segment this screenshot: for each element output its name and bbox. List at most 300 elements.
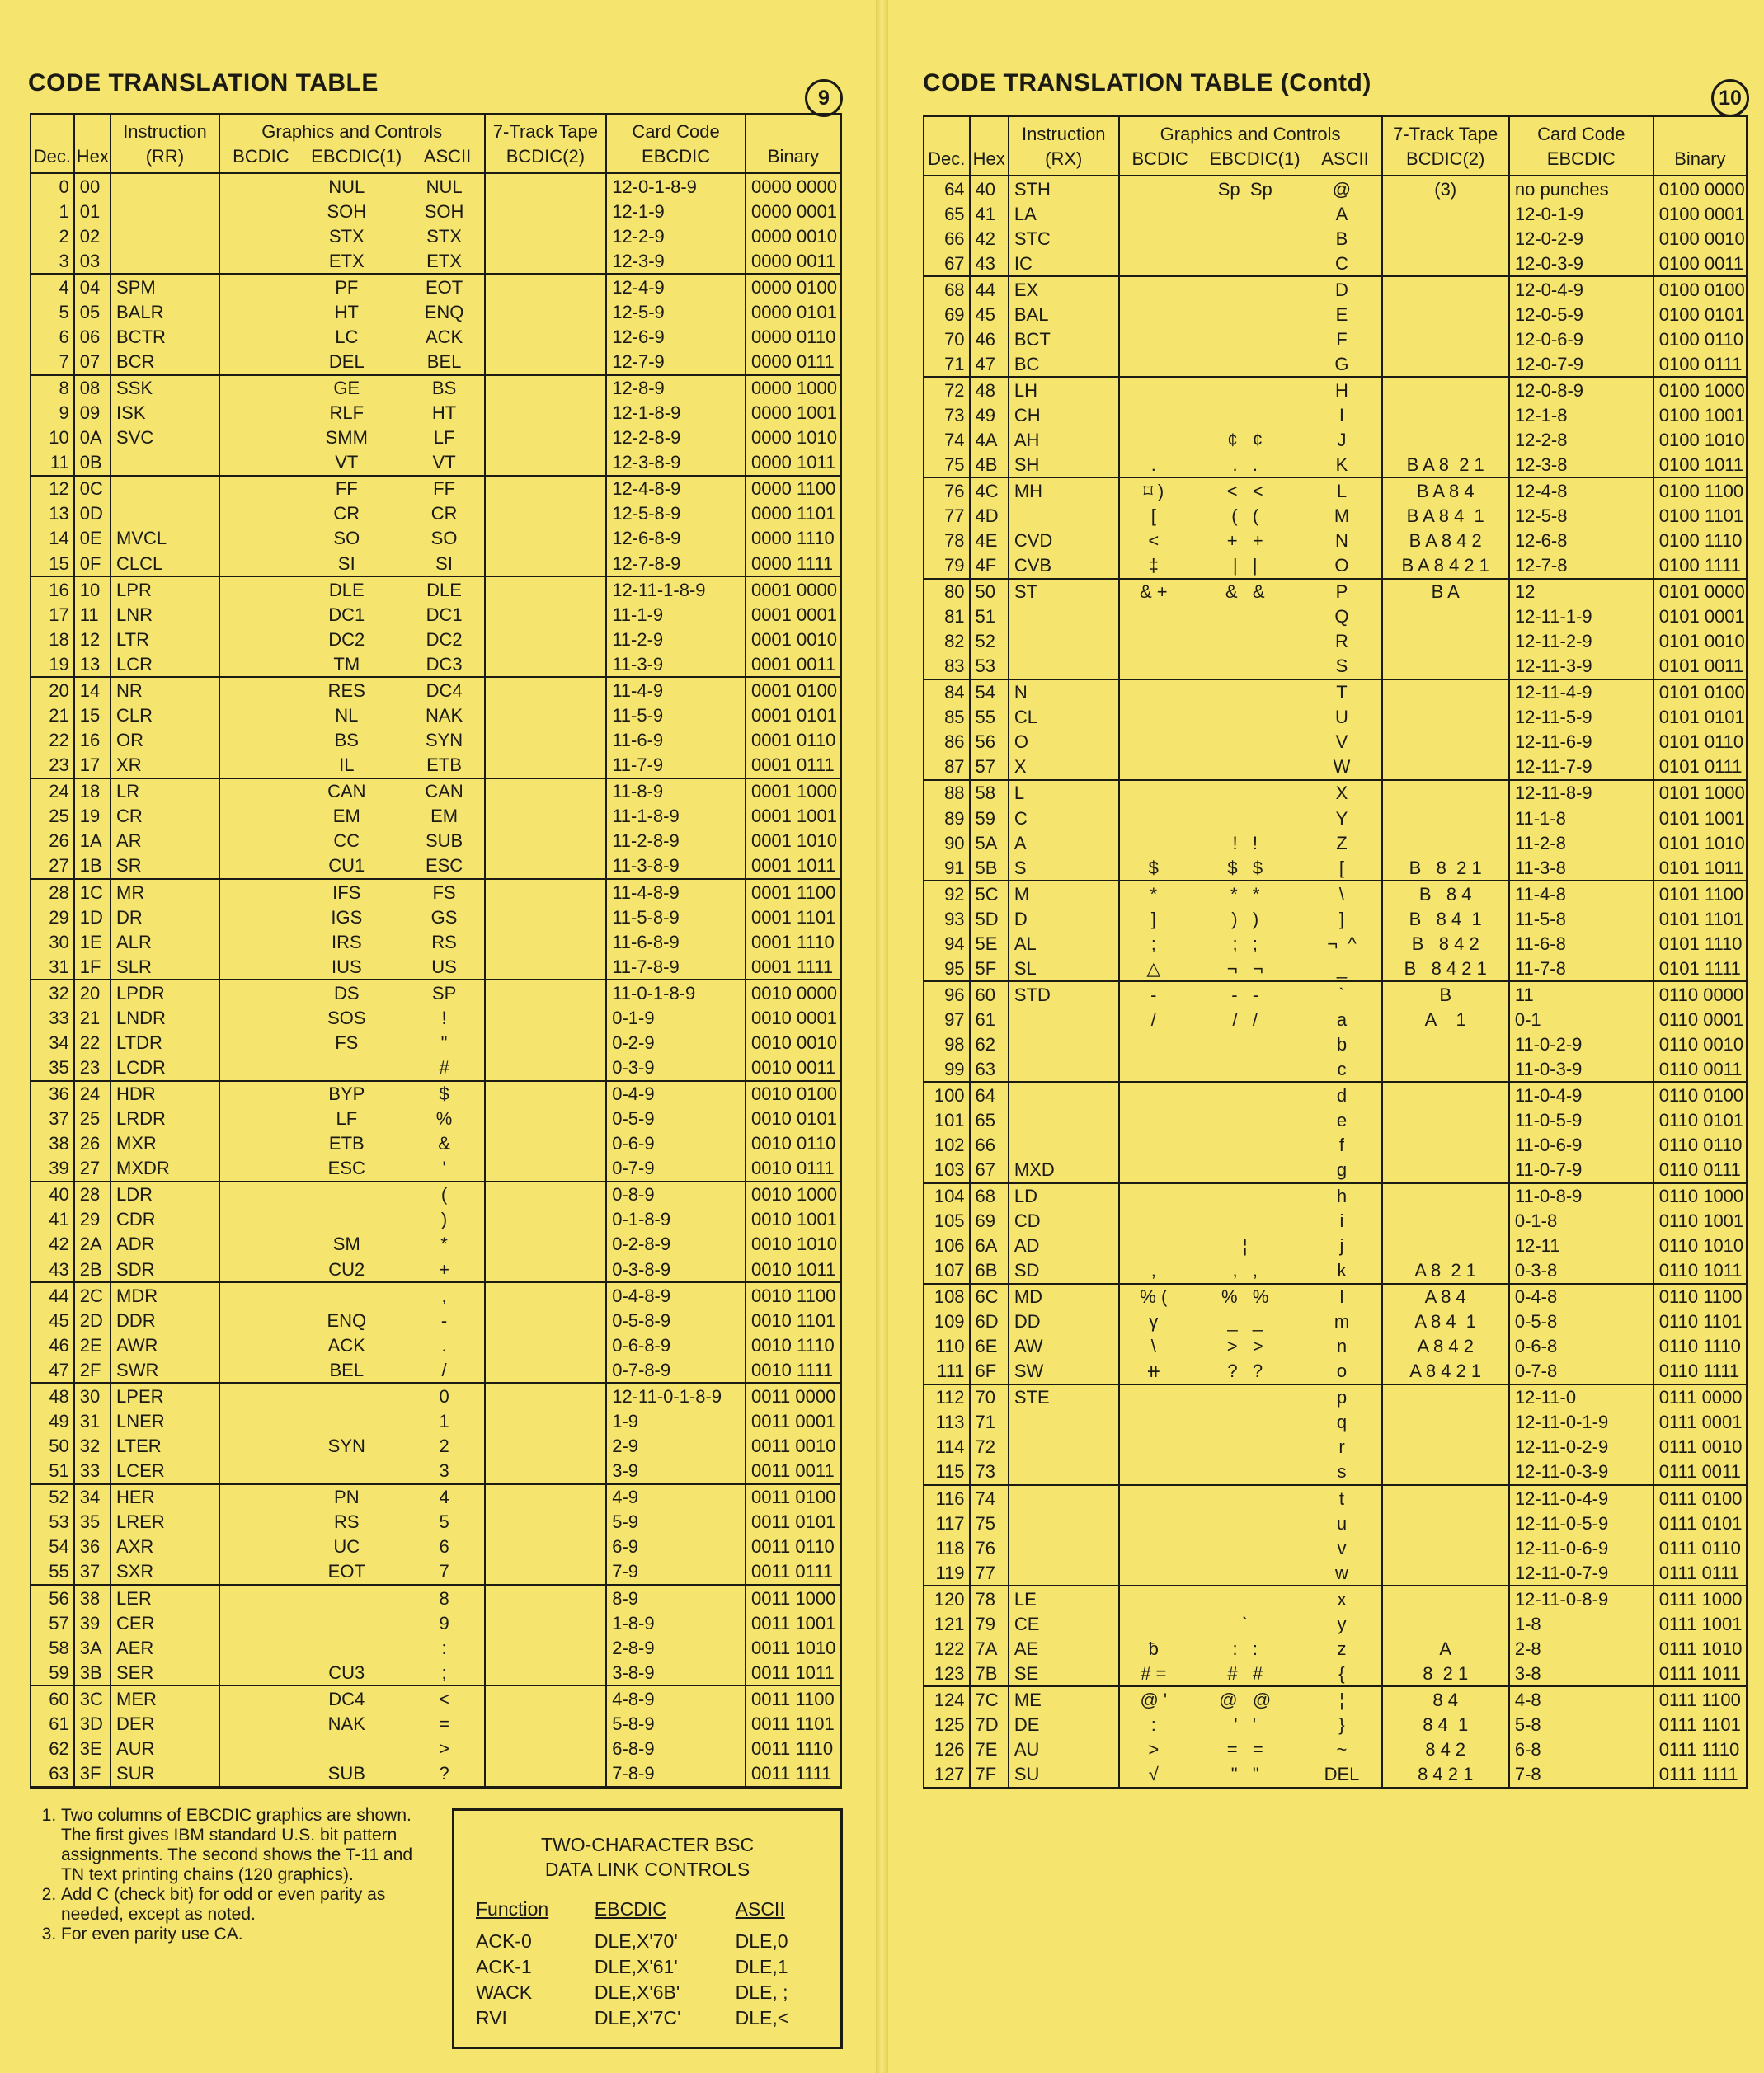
cell-bcdic: - xyxy=(1150,984,1157,1005)
cell-graphics xyxy=(219,1357,485,1383)
cell-graphics xyxy=(1119,830,1382,855)
cell-graphics xyxy=(1119,1334,1382,1359)
cell-graphics xyxy=(219,703,485,728)
cell-binary: 0101 0010 xyxy=(1653,629,1747,654)
cell-binary: 0010 0001 xyxy=(746,1005,841,1030)
cell-dec: 86 xyxy=(924,730,970,754)
cell-hex: 0D xyxy=(74,501,111,526)
cell-dec: 45 xyxy=(31,1308,74,1333)
cell-binary: 0010 0111 xyxy=(746,1156,841,1182)
graphics-subcells xyxy=(220,477,484,500)
cell-ascii: H xyxy=(1335,379,1348,401)
cell-card: 12-4-8-9 xyxy=(606,476,746,501)
cell-card: 4-9 xyxy=(606,1484,746,1510)
cell-hex: 48 xyxy=(970,377,1009,402)
cell-tape xyxy=(485,1308,607,1333)
cell-graphics xyxy=(1119,1712,1382,1737)
cell-ebcdic: IFS xyxy=(332,881,361,903)
bsc-data-link-controls-box xyxy=(452,1808,843,2049)
cell-bcdic: ; xyxy=(1150,933,1156,954)
cell-graphics xyxy=(1119,1234,1382,1258)
cell-tape xyxy=(485,299,607,324)
cell-instruction: LA xyxy=(1009,201,1119,226)
graphics-subcells xyxy=(1120,755,1381,778)
cell-ebcdic xyxy=(1188,1185,1302,1207)
cell-bcdic xyxy=(220,477,289,500)
cell-card: 7-8-9 xyxy=(606,1760,746,1787)
cell-ebcdic xyxy=(289,1385,405,1408)
table-row xyxy=(924,402,1747,427)
cell-graphics xyxy=(219,248,485,274)
cell-tape xyxy=(485,1510,607,1535)
cell-ascii: 1 xyxy=(439,1411,449,1431)
cell-bcdic xyxy=(1120,832,1188,854)
cell-card: 11-1-8 xyxy=(1509,806,1653,830)
cell-hex: 03 xyxy=(74,248,111,274)
graphics-subcells xyxy=(220,301,484,323)
cell-ebcdic: % % xyxy=(1221,1286,1269,1308)
cell-ebcdic xyxy=(1188,1436,1302,1458)
table-row xyxy=(924,276,1747,302)
cell-graphics xyxy=(1119,553,1382,579)
cell-graphics xyxy=(219,1156,485,1182)
cell-dec: 122 xyxy=(924,1636,970,1661)
cell-ascii: Y xyxy=(1335,807,1348,829)
table-row xyxy=(924,427,1747,452)
cell-tape xyxy=(1382,730,1509,754)
cell-ascii: } xyxy=(1338,1713,1345,1735)
cell-hex: 28 xyxy=(74,1182,111,1207)
table-row xyxy=(924,1636,1747,1661)
cell-ebcdic: + + xyxy=(1226,530,1263,552)
cell-ebcdic: & & xyxy=(1225,581,1265,603)
cell-dec: 34 xyxy=(31,1030,74,1055)
cell-dec: 17 xyxy=(31,602,74,627)
cell-hex: 73 xyxy=(970,1460,1009,1485)
cell-tape xyxy=(1382,1511,1509,1535)
header-graphics-subcols xyxy=(222,144,482,169)
cell-card: 0-5-8 xyxy=(1509,1309,1653,1334)
table-row xyxy=(924,504,1747,529)
cell-instruction: X xyxy=(1009,754,1119,780)
cell-bcdic xyxy=(220,628,289,651)
graphics-subcells xyxy=(1120,1210,1381,1232)
cell-ebcdic: CU2 xyxy=(328,1258,365,1280)
cell-ascii: [ xyxy=(1338,857,1345,878)
cell-ebcdic xyxy=(1188,328,1302,350)
cell-ascii: q xyxy=(1336,1412,1348,1433)
cell-instruction: BAL xyxy=(1009,302,1119,327)
cell-ebcdic xyxy=(1188,1033,1302,1055)
table-row xyxy=(31,829,841,853)
cell-ascii: ~ xyxy=(1336,1738,1348,1760)
cell-ascii: k xyxy=(1337,1260,1347,1281)
cell-tape xyxy=(1382,654,1509,679)
cell-tape xyxy=(485,526,607,551)
graphics-subcells xyxy=(220,1056,484,1079)
cell-bcdic xyxy=(1120,1460,1188,1483)
cell-bcdic xyxy=(220,552,289,575)
cell-ascii: ( xyxy=(440,1184,448,1206)
header-hex: Hex xyxy=(74,114,111,173)
cell-graphics xyxy=(219,551,485,576)
cell-ebcdic: GE xyxy=(333,378,360,399)
cell-bcdic: △ xyxy=(1146,957,1161,979)
cell-tape xyxy=(485,1434,607,1459)
cell-instruction: AE xyxy=(1009,1636,1119,1661)
table-row xyxy=(31,1156,841,1182)
cell-tape xyxy=(1382,830,1509,855)
cell-card: 12-11-3-9 xyxy=(1509,654,1653,679)
cell-hex: 14 xyxy=(74,677,111,703)
table-row xyxy=(924,1460,1747,1485)
cell-bcdic xyxy=(1120,1033,1188,1055)
cell-graphics xyxy=(219,677,485,703)
cell-dec: 77 xyxy=(924,504,970,529)
cell-ascii: d xyxy=(1336,1084,1348,1106)
cell-dec: 43 xyxy=(31,1257,74,1282)
cell-instruction: CVD xyxy=(1009,529,1119,553)
cell-dec: 69 xyxy=(924,302,970,327)
cell-dec: 83 xyxy=(924,654,970,679)
cell-card: 12 xyxy=(1509,579,1653,604)
cell-tape: 8 2 1 xyxy=(1382,1661,1509,1686)
graphics-subcells xyxy=(1120,505,1381,527)
cell-tape: B 8 4 2 xyxy=(1382,931,1509,956)
cell-bcdic: & + xyxy=(1139,581,1168,603)
cell-graphics xyxy=(1119,780,1382,806)
graphics-subcells xyxy=(1120,581,1381,603)
cell-hex: 5A xyxy=(970,830,1009,855)
cell-binary: 0101 1011 xyxy=(1653,855,1747,881)
cell-dec: 125 xyxy=(924,1712,970,1737)
cell-binary: 0101 0100 xyxy=(1653,679,1747,705)
cell-card: 0-7-8 xyxy=(1509,1359,1653,1384)
cell-hex: 2F xyxy=(74,1357,111,1383)
cell-hex: 34 xyxy=(74,1484,111,1510)
cell-dec: 64 xyxy=(924,176,970,201)
cell-bcdic xyxy=(1120,328,1188,350)
cell-bcdic: > xyxy=(1148,1738,1160,1760)
cell-ebcdic xyxy=(1188,228,1302,250)
cell-hex: 15 xyxy=(74,703,111,728)
table-row xyxy=(924,1686,1747,1712)
cell-hex: 7B xyxy=(970,1661,1009,1686)
cell-ebcdic xyxy=(1188,1537,1302,1559)
cell-bcdic: [ xyxy=(1150,505,1156,527)
table-row xyxy=(31,526,841,551)
cell-ebcdic xyxy=(1188,1562,1302,1584)
cell-instruction: SLR xyxy=(111,954,219,980)
cell-card: 12-11 xyxy=(1509,1234,1653,1258)
cell-hex: 06 xyxy=(74,324,111,349)
table-row xyxy=(31,1685,841,1711)
cell-tape xyxy=(485,1610,607,1635)
cell-ascii: @ xyxy=(1332,178,1352,200)
cell-tape xyxy=(485,375,607,401)
cell-binary: 0000 1011 xyxy=(746,450,841,476)
cell-bcdic: ] xyxy=(1150,908,1156,929)
graphics-subcells xyxy=(220,1385,484,1408)
cell-dec: 29 xyxy=(31,905,74,929)
graphics-subcells xyxy=(220,1511,484,1533)
cell-graphics xyxy=(219,728,485,753)
cell-dec: 60 xyxy=(31,1685,74,1711)
cell-ascii: { xyxy=(1338,1662,1345,1684)
table-row xyxy=(31,248,841,274)
cell-graphics xyxy=(1119,956,1382,981)
graphics-subcells xyxy=(220,1410,484,1432)
cell-bcdic xyxy=(1120,1159,1188,1181)
cell-bcdic xyxy=(1120,1058,1188,1080)
cell-bcdic xyxy=(1120,1386,1188,1408)
cell-graphics xyxy=(219,1736,485,1760)
cell-card: 0-2-9 xyxy=(606,1030,746,1055)
cell-instruction xyxy=(1009,1007,1119,1032)
cell-ascii: \ xyxy=(1338,883,1345,905)
graphics-subcells xyxy=(220,729,484,751)
graphics-subcells xyxy=(220,881,484,904)
cell-card: 0-6-8 xyxy=(1509,1334,1653,1359)
cell-bcdic xyxy=(220,1385,289,1408)
cell-graphics xyxy=(1119,705,1382,730)
footnotes xyxy=(30,1806,417,1944)
graphics-subcells xyxy=(220,1334,484,1356)
cell-ascii: e xyxy=(1336,1109,1348,1131)
header-graphics-title: Graphics and Controls xyxy=(261,121,443,142)
cell-ascii: $ xyxy=(439,1084,449,1105)
table-row xyxy=(31,1232,841,1257)
cell-graphics xyxy=(1119,881,1382,906)
cell-dec: 75 xyxy=(924,452,970,477)
cell-ebcdic: SMM xyxy=(325,427,368,449)
cell-dec: 111 xyxy=(924,1359,970,1384)
cell-dec: 21 xyxy=(31,703,74,728)
cell-bcdic xyxy=(1120,1436,1188,1458)
cell-card: 7-8 xyxy=(1509,1761,1653,1788)
graphics-subcells xyxy=(220,1662,484,1684)
cell-card: 11-2-8-9 xyxy=(606,829,746,853)
cell-binary: 0001 0111 xyxy=(746,753,841,778)
graphics-subcells xyxy=(1120,1537,1381,1559)
table-row xyxy=(924,226,1747,251)
cell-binary: 0110 0011 xyxy=(1653,1056,1747,1082)
cell-ascii: Z xyxy=(1336,832,1348,853)
cell-dec: 108 xyxy=(924,1284,970,1309)
bsc-cell: DLE,X'61' xyxy=(594,1956,678,1977)
cell-tape: B A 8 2 1 xyxy=(1382,452,1509,477)
cell-ebcdic xyxy=(1188,203,1302,225)
cell-ascii: CAN xyxy=(425,781,463,802)
cell-tape xyxy=(1382,1611,1509,1636)
cell-dec: 93 xyxy=(924,906,970,931)
cell-graphics xyxy=(1119,1284,1382,1309)
cell-bcdic xyxy=(220,1233,289,1255)
cell-tape xyxy=(485,1760,607,1787)
cell-graphics xyxy=(1119,629,1382,654)
cell-card: 4-8-9 xyxy=(606,1685,746,1711)
table-row xyxy=(924,806,1747,830)
cell-ebcdic: _ _ xyxy=(1227,1311,1263,1333)
cell-dec: 89 xyxy=(924,806,970,830)
cell-graphics xyxy=(1119,327,1382,351)
cell-ascii: " xyxy=(440,1032,448,1053)
cell-ascii: ! xyxy=(441,1007,447,1028)
cell-graphics xyxy=(219,627,485,651)
cell-instruction: AR xyxy=(111,829,219,853)
cell-hex: 26 xyxy=(74,1131,111,1156)
cell-binary: 0100 0000 xyxy=(1653,176,1747,201)
cell-card: 0-3-8 xyxy=(1509,1258,1653,1284)
cell-ebcdic xyxy=(1188,279,1302,301)
cell-card: 12-0-4-9 xyxy=(1509,276,1653,302)
cell-instruction xyxy=(1009,1132,1119,1157)
cell-bcdic xyxy=(220,1511,289,1533)
cell-ascii: i xyxy=(1339,1210,1344,1232)
table-row xyxy=(31,853,841,879)
cell-ascii: D xyxy=(1335,279,1348,300)
cell-graphics xyxy=(1119,1611,1382,1636)
table-row xyxy=(31,1660,841,1685)
cell-binary: 0111 0001 xyxy=(1653,1410,1747,1435)
cell-binary: 0000 1000 xyxy=(746,375,841,401)
bsc-header-ebcdic: EBCDIC xyxy=(594,1898,666,1920)
cell-card: 2-9 xyxy=(606,1434,746,1459)
cell-tape: 8 4 xyxy=(1382,1686,1509,1712)
cell-graphics xyxy=(219,1282,485,1308)
cell-tape xyxy=(485,929,607,954)
cell-graphics xyxy=(1119,604,1382,629)
graphics-subcells xyxy=(220,377,484,399)
cell-instruction: SDR xyxy=(111,1257,219,1282)
cell-bcdic xyxy=(1120,782,1188,804)
cell-instruction: CE xyxy=(1009,1611,1119,1636)
cell-bcdic xyxy=(220,377,289,399)
table-row xyxy=(31,1282,841,1308)
cell-ascii: x xyxy=(1337,1588,1347,1610)
cell-ebcdic xyxy=(1188,1210,1302,1232)
cell-bcdic xyxy=(1120,303,1188,326)
cell-ebcdic: CU1 xyxy=(328,855,365,877)
cell-graphics xyxy=(219,1081,485,1107)
cell-bcdic xyxy=(1120,1411,1188,1433)
cell-ascii: a xyxy=(1336,1008,1348,1030)
cell-graphics xyxy=(1119,1737,1382,1761)
cell-ebcdic: . . xyxy=(1232,454,1258,475)
cell-instruction: MXR xyxy=(111,1131,219,1156)
graphics-subcells xyxy=(1120,933,1381,955)
cell-ebcdic xyxy=(289,1737,405,1760)
cell-ebcdic: CU3 xyxy=(328,1662,365,1683)
cell-dec: 123 xyxy=(924,1661,970,1686)
cell-instruction: SR xyxy=(111,853,219,879)
cell-bcdic: ƀ xyxy=(1148,1638,1159,1659)
cell-bcdic xyxy=(1120,630,1188,652)
cell-card: 12-0-3-9 xyxy=(1509,251,1653,276)
cell-tape xyxy=(485,1005,607,1030)
cell-hex: 11 xyxy=(74,602,111,627)
graphics-subcells xyxy=(1120,303,1381,326)
cell-ebcdic xyxy=(1188,755,1302,778)
cell-ascii: ESC xyxy=(425,855,463,877)
cell-ebcdic: IL xyxy=(339,754,355,776)
cell-bcdic: : xyxy=(1150,1713,1156,1735)
cell-bcdic xyxy=(220,729,289,751)
cell-hex: 49 xyxy=(970,402,1009,427)
cell-bcdic xyxy=(1120,404,1188,426)
cell-hex: 58 xyxy=(970,780,1009,806)
cell-dec: 40 xyxy=(31,1182,74,1207)
cell-dec: 49 xyxy=(31,1409,74,1434)
cell-tape: B xyxy=(1382,981,1509,1007)
cell-bcdic xyxy=(220,402,289,424)
cell-instruction: LCDR xyxy=(111,1055,219,1080)
cell-bcdic xyxy=(220,1107,289,1130)
cell-tape: A 8 4 2 1 xyxy=(1382,1359,1509,1384)
cell-tape xyxy=(485,450,607,476)
cell-dec: 72 xyxy=(924,377,970,402)
table-row xyxy=(924,1234,1747,1258)
cell-dec: 38 xyxy=(31,1131,74,1156)
header-bcdic: BCDIC xyxy=(233,146,289,167)
cell-ebcdic: SM xyxy=(332,1234,360,1255)
cell-dec: 105 xyxy=(924,1209,970,1234)
cell-binary: 0010 1000 xyxy=(746,1182,841,1207)
cell-binary: 0000 0011 xyxy=(746,248,841,274)
cell-ebcdic xyxy=(289,1612,405,1634)
cell-ebcdic: FS xyxy=(335,1032,359,1053)
cell-bcdic: / xyxy=(1150,1008,1156,1030)
cell-ebcdic: SOH xyxy=(327,200,367,222)
cell-ascii: US xyxy=(431,956,457,977)
table-row xyxy=(31,778,841,804)
cell-ascii: J xyxy=(1337,429,1347,450)
cell-binary: 0001 1110 xyxy=(746,929,841,954)
cell-dec: 109 xyxy=(924,1309,970,1334)
cell-ebcdic xyxy=(289,1183,405,1206)
cell-dec: 44 xyxy=(31,1282,74,1308)
cell-tape xyxy=(485,1232,607,1257)
bsc-header-function: Function xyxy=(476,1898,549,1920)
cell-hex: 1B xyxy=(74,853,111,879)
cell-bcdic xyxy=(220,225,289,247)
cell-hex: 6D xyxy=(970,1309,1009,1334)
cell-ebcdic: ; ; xyxy=(1232,933,1258,954)
cell-card: 2-8-9 xyxy=(606,1635,746,1660)
cell-binary: 0010 1010 xyxy=(746,1232,841,1257)
cell-binary: 0110 0000 xyxy=(1653,981,1747,1007)
cell-binary: 0010 0101 xyxy=(746,1107,841,1131)
cell-instruction xyxy=(111,173,219,199)
cell-hex: 62 xyxy=(970,1032,1009,1056)
table-row xyxy=(924,604,1747,629)
table-row xyxy=(924,906,1747,931)
cell-ascii: W xyxy=(1333,756,1351,778)
cell-instruction: AW xyxy=(1009,1334,1119,1359)
cell-graphics xyxy=(219,1685,485,1711)
cell-instruction xyxy=(1009,1032,1119,1056)
cell-card: 12-11-0-3-9 xyxy=(1509,1460,1653,1485)
cell-hex: 18 xyxy=(74,778,111,804)
bsc-cell: WACK xyxy=(476,1981,533,2003)
table-row xyxy=(31,905,841,929)
cell-ebcdic xyxy=(1188,1460,1302,1483)
cell-ascii: V xyxy=(1335,731,1348,753)
cell-hex: 2A xyxy=(74,1232,111,1257)
cell-binary: 0010 1101 xyxy=(746,1308,841,1333)
cell-graphics xyxy=(1119,176,1382,201)
cell-ebcdic xyxy=(1188,379,1302,402)
